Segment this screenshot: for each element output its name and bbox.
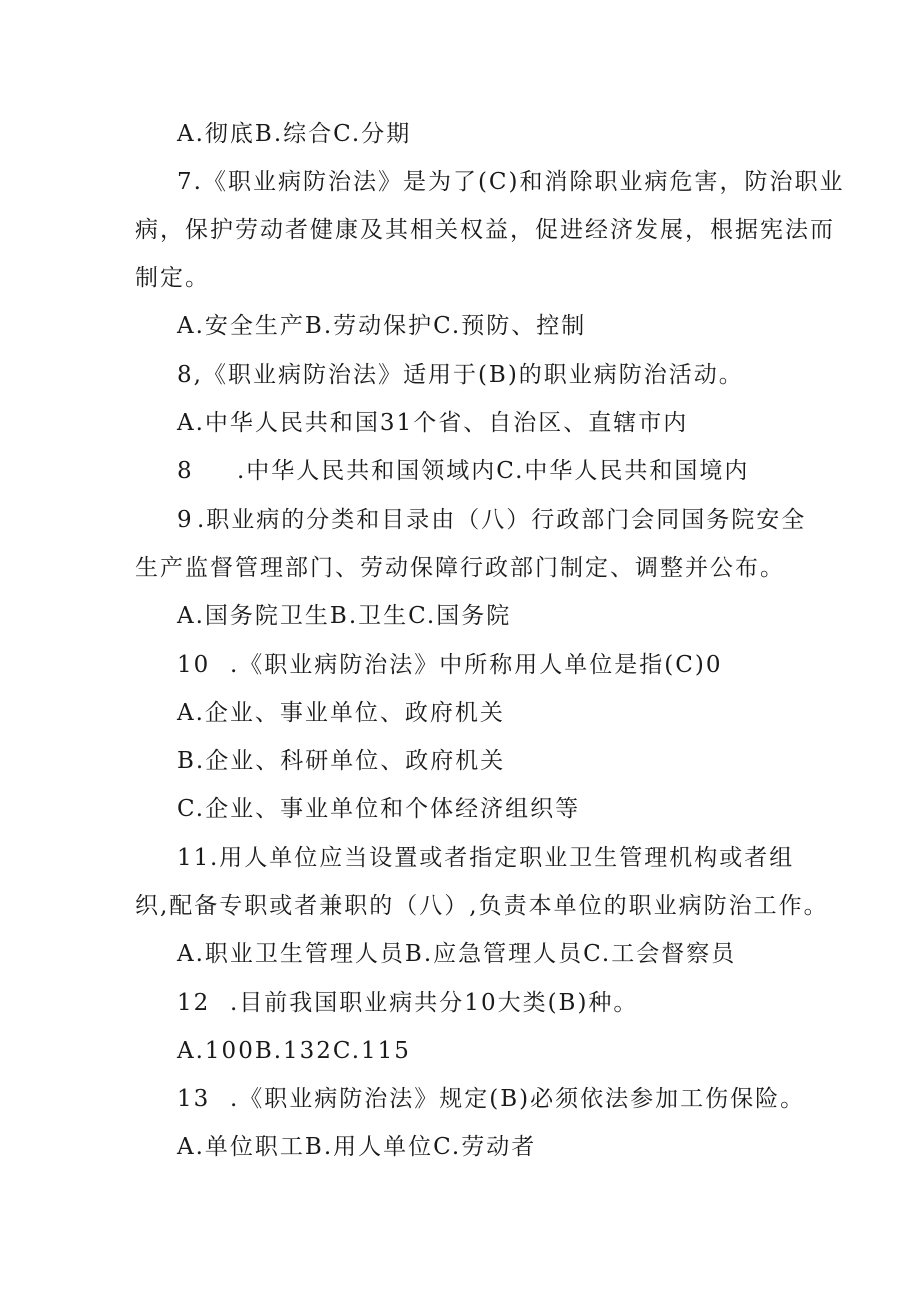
item-number: 10 — [177, 652, 211, 678]
q9-text-line2: 生产监督管理部门、劳动保障行政部门制定、调整并公布。 — [135, 555, 785, 581]
q10-option-c: C.企业、事业单位和个体经济组织等 — [177, 796, 581, 822]
item-text: .《职业病防治法》规定(B)必须依法参加工伤保险。 — [230, 1086, 806, 1112]
q10-option-b: B.企业、科研单位、政府机关 — [177, 748, 506, 774]
q12-options: A.100B.132C.115 — [177, 1038, 411, 1064]
item-text: .中华人民共和国领域内C.中华人民共和国境内 — [237, 458, 750, 484]
item-number: 9 — [177, 507, 194, 533]
q7-options: A.安全生产B.劳动保护C.预防、控制 — [177, 313, 587, 339]
q9-text-line1 — [177, 505, 806, 535]
item-text: .目前我国职业病共分10大类(B)种。 — [230, 990, 639, 1016]
item-number: 8 — [177, 458, 194, 484]
q11-text-line2: 织,配备专职或者兼职的（八）,负责本单位的职业病防治工作。 — [135, 893, 829, 919]
q8-text: 8,《职业病防治法》适用于(B)的职业病防治活动。 — [177, 362, 744, 388]
q9-options: A.国务院卫生B.卫生C.国务院 — [177, 603, 512, 629]
q8-options-bc — [177, 456, 749, 486]
item-text: .用人单位应当设置或者指定职业卫生管理机构或者组 — [210, 845, 795, 871]
q7-text-line3: 制定。 — [135, 265, 210, 291]
q7-text-line1: 7.《职业病防治法》是为了(C)和消除职业病危害，防治职业 — [177, 169, 845, 195]
q12-text — [177, 988, 638, 1018]
item-number: 13 — [177, 1086, 211, 1112]
q7-text-line2: 病，保护劳动者健康及其相关权益，促进经济发展，根据宪法而 — [135, 217, 835, 243]
q11-options: A.职业卫生管理人员B.应急管理人员C.工会督察员 — [177, 941, 737, 967]
item-number: 11 — [177, 845, 211, 871]
q13-text — [177, 1084, 805, 1114]
q8-option-a: A.中华人民共和国31个省、自治区、直辖市内 — [177, 410, 689, 436]
q6-options: A.彻底B.综合C.分期 — [177, 121, 412, 147]
q10-text — [177, 650, 723, 680]
item-text: .职业病的分类和目录由（八）行政部门会同国务院安全 — [197, 507, 807, 533]
item-number: 12 — [177, 990, 211, 1016]
q10-option-a: A.企业、事业单位、政府机关 — [177, 700, 505, 726]
q11-text-line1 — [177, 843, 794, 873]
item-text: .《职业病防治法》中所称用人单位是指(C)0 — [230, 652, 723, 678]
q13-options: A.单位职工B.用人单位C.劳动者 — [177, 1134, 537, 1160]
